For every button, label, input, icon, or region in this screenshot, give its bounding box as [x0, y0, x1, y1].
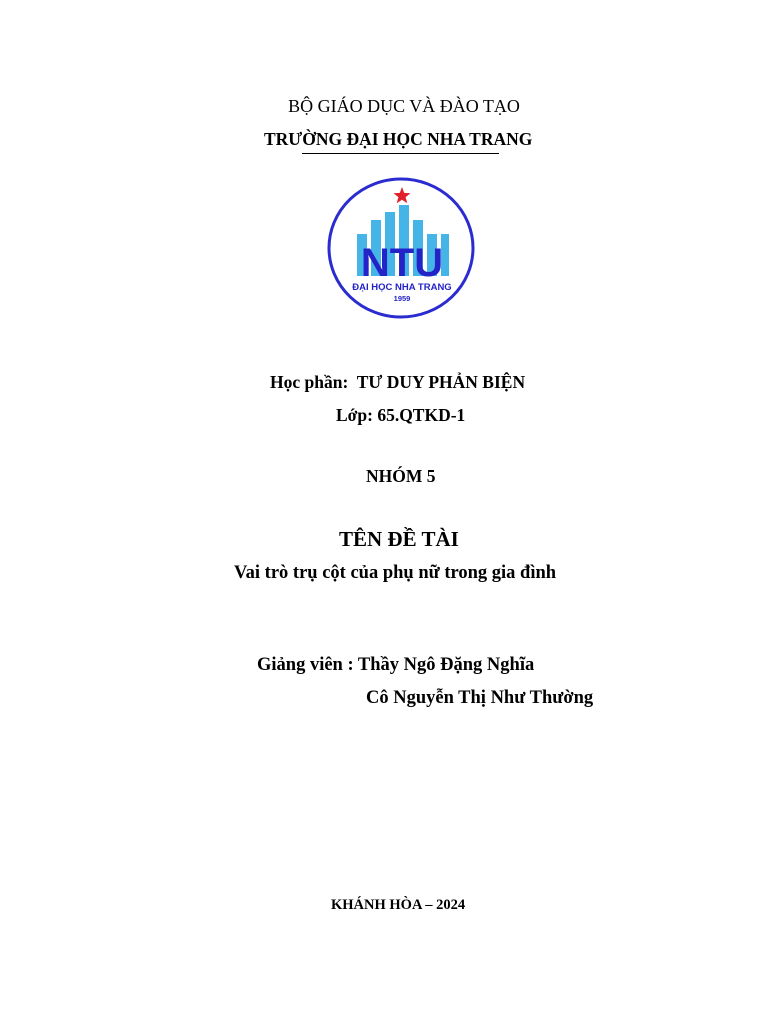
topic-title: Vai trò trụ cột của phụ nữ trong gia đình	[234, 563, 557, 583]
class-label: Lớp:	[336, 405, 373, 425]
logo-abbreviation: NTU	[360, 241, 444, 285]
ntu-logo-icon	[327, 176, 475, 320]
university-logo	[327, 176, 475, 320]
ministry-name	[0, 96, 768, 117]
logo-name: ĐẠI HỌC NHA TRANG	[352, 282, 452, 293]
footer-place-year: KHÁNH HÒA – 2024	[331, 897, 466, 913]
group-name: NHÓM 5	[366, 466, 436, 486]
logo-year: 1959	[393, 294, 411, 303]
course-value: TƯ DUY PHẢN BIỆN	[356, 372, 526, 392]
lecturer-first: Thầy Ngô Đặng Nghĩa	[357, 655, 535, 675]
lecturer-label: Giảng viên :	[257, 655, 354, 675]
course-line	[270, 372, 525, 393]
university-text: TRƯỜNG ĐẠI HỌC NHA TRANG	[264, 129, 533, 149]
title-underline	[302, 153, 499, 154]
topic-heading: TÊN ĐỀ TÀI	[339, 527, 459, 551]
lecturer-line-1	[257, 655, 534, 676]
ministry-text: BỘ GIÁO DỤC VÀ ĐÀO TẠO	[288, 96, 520, 116]
university-name	[264, 129, 532, 150]
course-label: Học phần:	[270, 372, 349, 392]
class-value: 65.QTKD-1	[377, 405, 466, 425]
lecturer-second: Cô Nguyễn Thị Như Thường	[366, 688, 594, 708]
class-line	[336, 405, 465, 426]
